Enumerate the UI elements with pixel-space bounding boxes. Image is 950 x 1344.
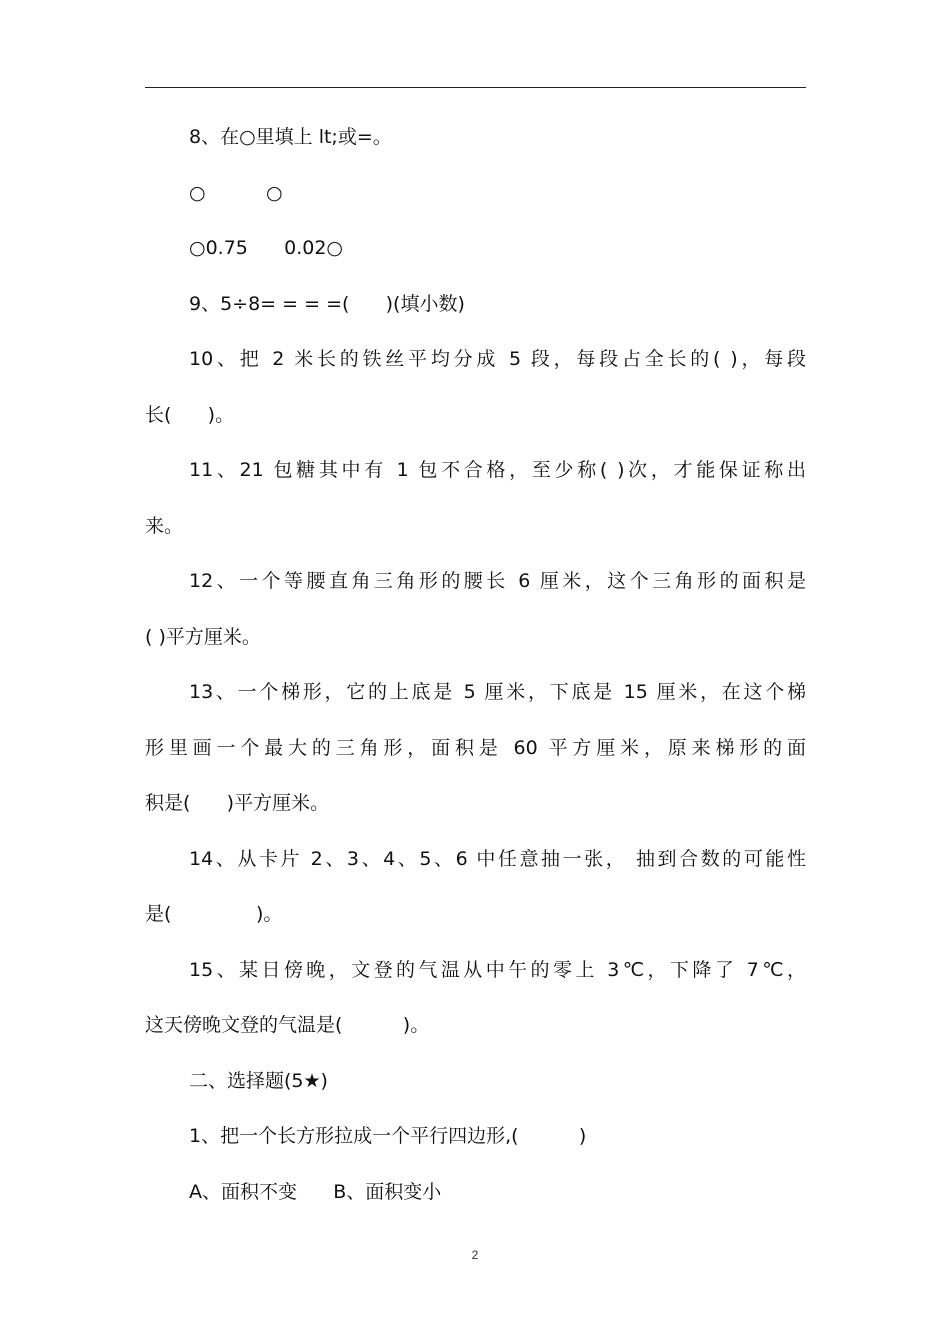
header-rule [145,87,806,88]
text-line: 10、把 2 米长的铁丝平均分成 5 段，每段占全长的( )，每段 [189,348,806,370]
text-line: 8、在○里填上 lt;或=。 [189,126,392,148]
text-line: A、面积不变 B、面积变小 [189,1180,442,1203]
text-line: 二、选择题(5★) [189,1069,328,1092]
text-line: 9、5÷8= = = =( )(填小数) [189,292,465,315]
text-line: 11、21 包糖其中有 1 包不合格，至少称( )次，才能保证称出 [189,459,806,481]
text-line: 长( )。 [145,403,235,426]
text-line: 这天傍晚文登的气温是( )。 [145,1014,430,1036]
text-line: 形里画一个最大的三角形，面积是 60 平方厘米，原来梯形的面 [145,736,806,759]
text-line: 积是( )平方厘米。 [145,792,330,814]
page-number: 2 [471,1248,479,1262]
text-line: 15、某日傍晚，文登的气温从中午的零上 3℃，下降了 7℃， [189,958,806,981]
text-line: ○ ○ [189,181,283,204]
text-line: ( )平方厘米。 [145,625,261,648]
text-line: 14、从卡片 2、3、4、5、6 中任意抽一张， 抽到合数的可能性 [189,847,806,870]
document-body [145,110,806,1220]
text-line: 1、把一个长方形拉成一个平行四边形,( ) [189,1125,587,1147]
text-line: 是( )。 [145,903,283,925]
text-line: ○0.75 0.02○ [189,237,344,259]
text-line: 12、一个等腰直角三角形的腰长 6 厘米，这个三角形的面积是 [189,570,806,592]
text-line: 来。 [145,514,184,537]
text-line: 13、一个梯形，它的上底是 5 厘米，下底是 15 厘米，在这个梯 [189,681,806,703]
